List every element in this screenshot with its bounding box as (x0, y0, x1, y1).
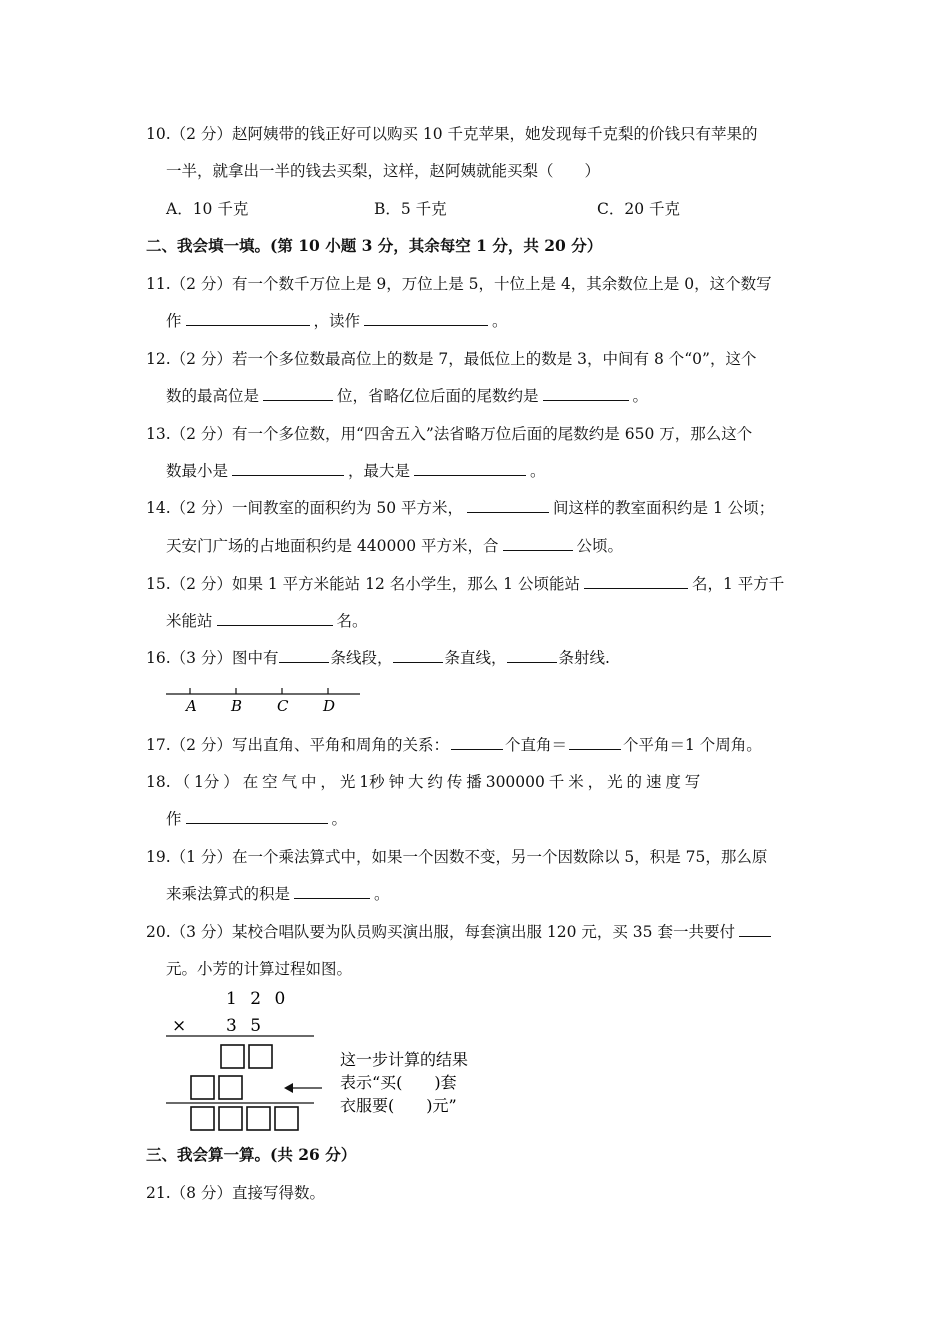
partial1-box-2[interactable] (249, 1045, 272, 1068)
q12-text-c: 。 (632, 387, 649, 405)
q14-blank-2[interactable] (503, 536, 573, 551)
q14-line1 (146, 498, 774, 518)
q11-line2 (166, 311, 508, 331)
q16-line1 (146, 648, 610, 668)
line-points-figure (160, 684, 370, 716)
q13-text-c: 。 (530, 462, 546, 480)
q12-blank-2[interactable] (543, 386, 629, 401)
q16-text-c: 条直线， (444, 649, 507, 667)
q14-line2 (166, 536, 623, 556)
q20-text-a: 20.（3 分）某校合唱队要为队员购买演出服，每套演出服 120 元，买 35 套一共要付 (146, 923, 735, 941)
q10-line1: 10.（2 分）赵阿姨带的钱正好可以购买 10 千克苹果，她发现每千克梨的价钱只有苹果的 (146, 125, 758, 143)
q13-blank-1[interactable] (232, 461, 344, 476)
q14-text-d: 公顷。 (576, 537, 624, 555)
q18-line2 (166, 809, 347, 829)
q15-text-c: 米能站 (166, 612, 213, 630)
q17-text-a: 17.（2 分）写出直角、平角和周角的关系： (146, 736, 449, 754)
q17-blank-2[interactable] (569, 735, 621, 750)
q12-blank-1[interactable] (263, 386, 333, 401)
q21-line1: 21.（8 分）直接写得数。 (146, 1184, 325, 1202)
q15-line2 (166, 611, 368, 631)
q12-line1: 12.（2 分）若一个多位数最高位上的数是 7，最低位上的数是 3，中间有 8 个“0”，这个 (146, 350, 757, 368)
q11-blank-2[interactable] (364, 311, 488, 326)
times-sign: × (172, 1016, 187, 1036)
q19-text-b: 。 (374, 885, 390, 903)
q20-line2: 元。小芳的计算过程如图。 (166, 960, 353, 978)
note-line-1: 这一步计算的结果 (340, 1050, 469, 1069)
result-box-4[interactable] (275, 1107, 298, 1130)
q15-text-d: 名。 (336, 612, 368, 630)
q10-option-b: B．5 千克 (374, 200, 447, 218)
q16-blank-1[interactable] (279, 648, 329, 663)
q18-line1: 18. （ 1分 ） 在 空 气 中 ， 光 1秒 钟 大 约 传 播 300000 千 米 ， 光 的 速 度 写 (146, 773, 701, 791)
q19-line1: 19.（1 分）在一个乘法算式中，如果一个因数不变，另一个因数除以 5，积是 75，那么原 (146, 848, 768, 866)
q15-line1 (146, 574, 784, 594)
note-line-2: 表示“买( )套 (340, 1073, 457, 1092)
q13-blank-2[interactable] (414, 461, 526, 476)
q16-blank-3[interactable] (507, 648, 557, 663)
section-3-heading: 三、我会算一算。(共 26 分） (146, 1145, 357, 1164)
section-2-heading: 二、我会填一填。(第 10 小题 3 分，其余每空 1 分，共 20 分） (146, 236, 603, 255)
q14-text-a: 14.（2 分）一间教室的面积约为 50 平方米， (146, 499, 464, 517)
point-label-d: D (323, 697, 336, 715)
q12-text-a: 数的最高位是 (166, 387, 260, 405)
partial2-box-2[interactable] (219, 1076, 242, 1099)
q11-text-c: 。 (492, 312, 508, 330)
point-label-a: A (186, 697, 197, 715)
q14-text-c: 天安门广场的占地面积约是 440000 平方米，合 (166, 537, 499, 555)
q13-line1: 13.（2 分）有一个多位数，用“四舍五入”法省略万位后面的尾数约是 650 万，那么这个 (146, 425, 753, 443)
q19-text-a: 来乘法算式的积是 (166, 885, 291, 903)
q17-text-c: 个平角＝1 个周角。 (622, 736, 762, 754)
q11-text-a: 作 (166, 312, 182, 330)
multiplication-figure (160, 984, 510, 1134)
q11-text-b: ，读作 (313, 312, 361, 330)
q15-blank-2[interactable] (217, 611, 333, 626)
q13-text-a: 数最小是 (166, 462, 229, 480)
q12-line2 (166, 386, 648, 406)
q16-text-d: 条射线. (558, 649, 610, 667)
q15-text-b: 名，1 平方千 (691, 575, 785, 593)
note-line-3: 衣服要( )元” (340, 1096, 457, 1115)
q10-option-c: C．20 千克 (597, 200, 681, 218)
partial1-box-1[interactable] (221, 1045, 244, 1068)
q17-text-b: 个直角＝ (504, 736, 567, 754)
q17-blank-1[interactable] (451, 735, 503, 750)
partial2-box-1[interactable] (191, 1076, 214, 1099)
q19-blank-1[interactable] (294, 884, 370, 899)
q13-line2 (166, 461, 546, 481)
q20-line1 (146, 922, 775, 942)
q14-text-b: 间这样的教室面积约是 1 公顷； (553, 499, 775, 517)
q10-option-a: A．10 千克 (166, 200, 249, 218)
point-label-b: B (231, 697, 243, 715)
q20-blank-1[interactable] (739, 922, 771, 937)
q18-text-b: 。 (331, 810, 348, 828)
result-box-1[interactable] (191, 1107, 214, 1130)
multiplicand: 1 2 0 (226, 989, 290, 1009)
q11-blank-1[interactable] (186, 311, 310, 326)
multiplier: 3 5 (226, 1016, 266, 1036)
q10-line2: 一半，就拿出一半的钱去买梨，这样，赵阿姨就能买梨（ ） (166, 162, 601, 180)
result-box-2[interactable] (219, 1107, 242, 1130)
result-box-3[interactable] (247, 1107, 270, 1130)
q18-text-a: 作 (166, 810, 182, 828)
q16-blank-2[interactable] (393, 648, 443, 663)
q19-line2 (166, 884, 390, 904)
point-label-c: C (277, 697, 289, 715)
arrow-left-icon (284, 1083, 293, 1093)
q18-blank-1[interactable] (186, 809, 328, 824)
q11-line1: 11.（2 分）有一个数千万位上是 9，万位上是 5，十位上是 4，其余数位上是 0，这个数写 (146, 275, 772, 293)
q13-text-b: ，最大是 (348, 462, 411, 480)
q17-line1 (146, 735, 762, 755)
q15-text-a: 15.（2 分）如果 1 平方米能站 12 名小学生，那么 1 公顷能站 (146, 575, 580, 593)
q16-text-b: 条线段， (330, 649, 393, 667)
q14-blank-1[interactable] (467, 498, 549, 513)
q16-text-a: 16.（3 分）图中有 (146, 649, 279, 667)
q12-text-b: 位，省略亿位后面的尾数约是 (337, 387, 539, 405)
q15-blank-1[interactable] (584, 574, 688, 589)
